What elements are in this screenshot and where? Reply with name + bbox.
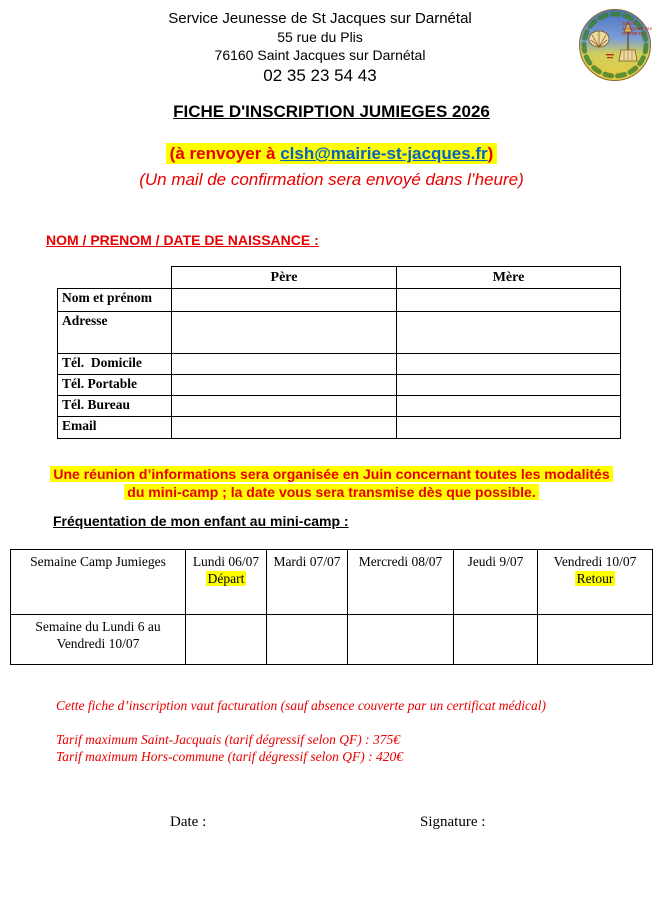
parents-info-table	[57, 266, 621, 439]
seal-caption-line1: SAINT	[622, 21, 636, 26]
attendance-table	[10, 549, 653, 665]
phone-number: 02 35 23 54 43	[263, 66, 377, 85]
address-street: 55 rue du Plis	[277, 29, 363, 45]
organization-name: Service Jeunesse de St Jacques sur Darnétal	[168, 10, 472, 27]
cell-pere-email[interactable]	[172, 417, 397, 439]
document-title: FICHE D'INSCRIPTION JUMIEGES 2026	[173, 102, 490, 121]
attendance-row-label	[11, 615, 186, 665]
cell-mardi-checkbox[interactable]	[267, 615, 348, 665]
row-label-tel-bureau: Tél. Bureau	[58, 396, 172, 417]
cell-mere-adresse[interactable]	[397, 312, 621, 354]
town-seal-logo	[578, 8, 652, 82]
attendance-row-label-line2: Vendredi 10/07	[56, 636, 140, 651]
column-header-mere: Mère	[397, 267, 621, 289]
cell-mere-tel-portable[interactable]	[397, 375, 621, 396]
cell-mere-email[interactable]	[397, 417, 621, 439]
attendance-col-semaine: Semaine Camp Jumieges	[11, 550, 186, 615]
date-label: Date :	[170, 814, 207, 830]
email-link[interactable]: clsh@mairie-st-jacques.fr	[280, 144, 488, 163]
signature-label: Signature :	[420, 814, 486, 830]
tarif-local-note: Tarif maximum Saint-Jacquais (tarif dégressif selon QF) : 375€	[56, 732, 400, 747]
send-notice-prefix: (à renvoyer à	[169, 144, 281, 163]
cell-pere-tel-bureau[interactable]	[172, 396, 397, 417]
attendance-section-heading: Fréquentation de mon enfant au mini-camp :	[53, 513, 349, 529]
send-notice	[0, 144, 663, 164]
cell-mere-tel-domicile[interactable]	[397, 354, 621, 375]
cell-mere-nom[interactable]	[397, 289, 621, 312]
meeting-notice-line2: du mini-camp ; la date vous sera transmise dès que possible.	[124, 484, 538, 500]
row-label-tel-domicile: Tél. Domicile	[58, 354, 172, 375]
attendance-col-lundi	[186, 550, 267, 615]
cell-pere-tel-domicile[interactable]	[172, 354, 397, 375]
cell-pere-tel-portable[interactable]	[172, 375, 397, 396]
address-city: 76160 Saint Jacques sur Darnétal	[214, 47, 426, 63]
depart-tag: Départ	[207, 571, 245, 586]
retour-tag: Retour	[576, 571, 614, 586]
identity-section-heading: NOM / PRENOM / DATE DE NAISSANCE :	[46, 232, 319, 248]
tarif-external-note: Tarif maximum Hors-commune (tarif dégressif selon QF) : 420€	[56, 749, 403, 764]
day-label-lundi: Lundi 06/07	[192, 554, 260, 569]
seal-caption-line2: JACQUES SUR	[622, 26, 652, 31]
cell-mere-tel-bureau[interactable]	[397, 396, 621, 417]
send-notice-suffix: )	[487, 144, 494, 163]
column-header-pere: Père	[172, 267, 397, 289]
town-seal-icon	[578, 8, 652, 82]
row-label-adresse: Adresse	[58, 312, 172, 354]
attendance-col-mardi: Mardi 07/07	[267, 550, 348, 615]
row-label-nom-prenom: Nom et prénom	[58, 289, 172, 312]
cell-lundi-checkbox[interactable]	[186, 615, 267, 665]
attendance-row-label-line1: Semaine du Lundi 6 au	[35, 619, 161, 634]
cell-mercredi-checkbox[interactable]	[348, 615, 454, 665]
seal-caption-line3: DARNETAL	[622, 31, 647, 36]
cell-pere-nom[interactable]	[172, 289, 397, 312]
billing-note: Cette fiche d’inscription vaut facturation (sauf absence couverte par un certificat médical)	[56, 698, 547, 713]
cell-vendredi-checkbox[interactable]	[538, 615, 653, 665]
header-block	[0, 10, 640, 86]
day-label-vendredi: Vendredi 10/07	[553, 554, 637, 569]
cell-jeudi-checkbox[interactable]	[454, 615, 538, 665]
row-label-email: Email	[58, 417, 172, 439]
row-label-tel-portable: Tél. Portable	[58, 375, 172, 396]
meeting-notice-line1: Une réunion d’informations sera organisée en Juin concernant toutes les modalités	[50, 466, 612, 482]
meeting-notice	[0, 465, 663, 501]
attendance-col-vendredi	[538, 550, 653, 615]
attendance-col-jeudi: Jeudi 9/07	[454, 550, 538, 615]
cell-pere-adresse[interactable]	[172, 312, 397, 354]
attendance-col-mercredi: Mercredi 08/07	[348, 550, 454, 615]
confirmation-note: (Un mail de confirmation sera envoyé dans l’heure)	[139, 170, 524, 189]
corner-empty-cell	[58, 267, 172, 289]
